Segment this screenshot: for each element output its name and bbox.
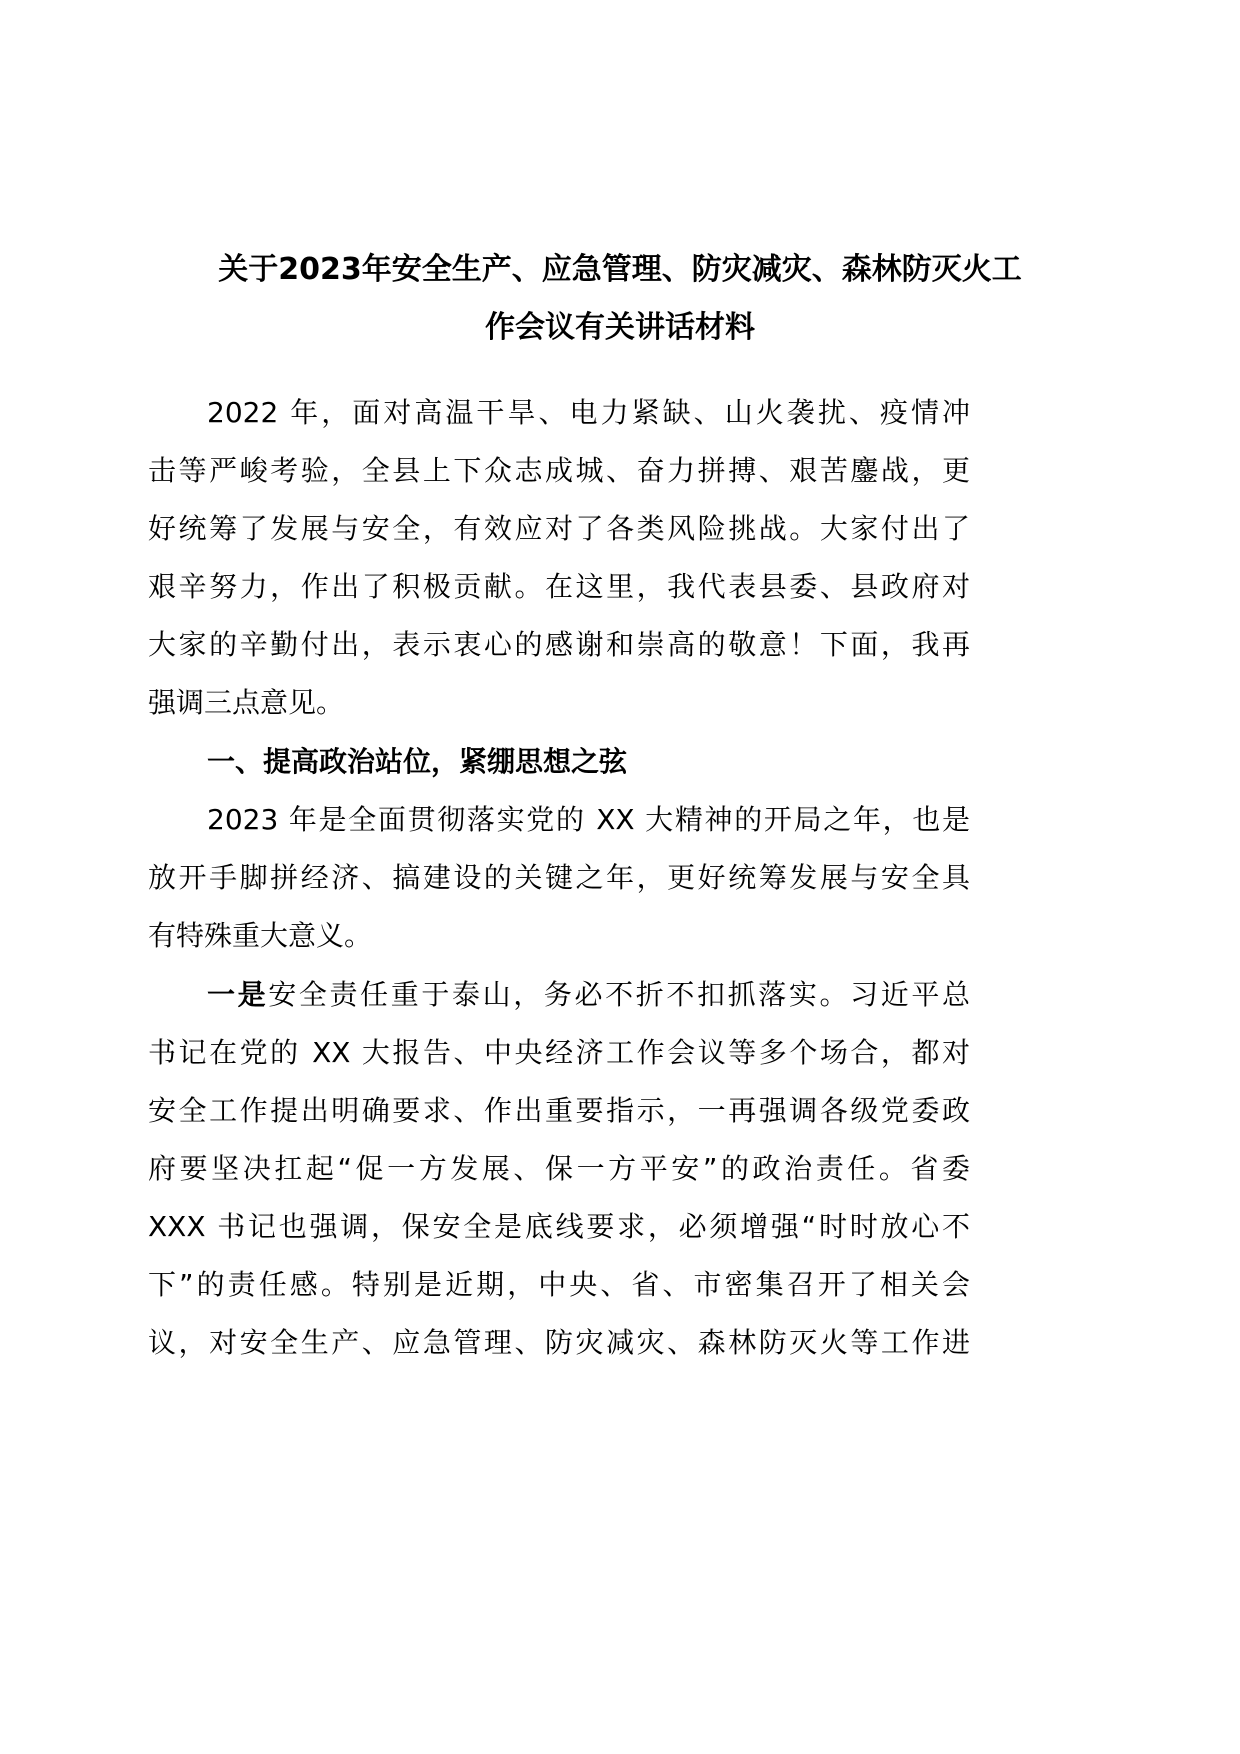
text-line: 安全工作提出明确要求、作出重要指示，一再强调各级党委政 bbox=[148, 1094, 970, 1127]
text-line: 府要坚决扛起“促一方发展、保一方平安”的政治责任。省委 bbox=[148, 1152, 970, 1185]
text-line: 击等严峻考验，全县上下众志成城、奋力拼搏、艰苦鏖战，更 bbox=[148, 454, 970, 487]
text-line: 2023 年是全面贯彻落实党的 XX 大精神的开局之年，也是 bbox=[207, 803, 970, 836]
text-line: 艰辛努力，作出了积极贡献。在这里，我代表县委、县政府对 bbox=[148, 570, 970, 603]
title-line-2: 作会议有关讲话材料 bbox=[485, 310, 755, 345]
section-heading: 一、提高政治站位，紧绷思想之弦 bbox=[207, 745, 628, 778]
text-line: 好统筹了发展与安全，有效应对了各类风险挑战。大家付出了 bbox=[148, 512, 970, 545]
lead-bold: 一是 bbox=[207, 978, 269, 1011]
text-line: 强调三点意见。 bbox=[148, 686, 345, 719]
text-line: 议，对安全生产、应急管理、防灾减灾、森林防灭火等工作进 bbox=[148, 1326, 970, 1359]
text-line: 放开手脚拼经济、搞建设的关键之年，更好统筹发展与安全具 bbox=[148, 861, 970, 894]
text-line: XXX 书记也强调，保安全是底线要求，必须增强“时时放心不 bbox=[148, 1210, 970, 1243]
text-line: 有特殊重大意义。 bbox=[148, 919, 373, 952]
text-line: 书记在党的 XX 大报告、中央经济工作会议等多个场合，都对 bbox=[148, 1036, 970, 1069]
text-line bbox=[148, 975, 970, 1015]
text-line: 大家的辛勤付出，表示衷心的感谢和崇高的敬意！下面，我再 bbox=[148, 628, 970, 661]
lead-text: 安全责任重于泰山，务必不折不扣抓落实。习近平总 bbox=[268, 978, 970, 1011]
text-line: 2022 年，面对高温干旱、电力紧缺、山火袭扰、疫情冲 bbox=[207, 396, 970, 429]
title-line-1: 关于2023年安全生产、应急管理、防灾减灾、森林防灭火工 bbox=[218, 252, 1022, 287]
text-line: 下”的责任感。特别是近期，中央、省、市密集召开了相关会 bbox=[148, 1268, 970, 1301]
